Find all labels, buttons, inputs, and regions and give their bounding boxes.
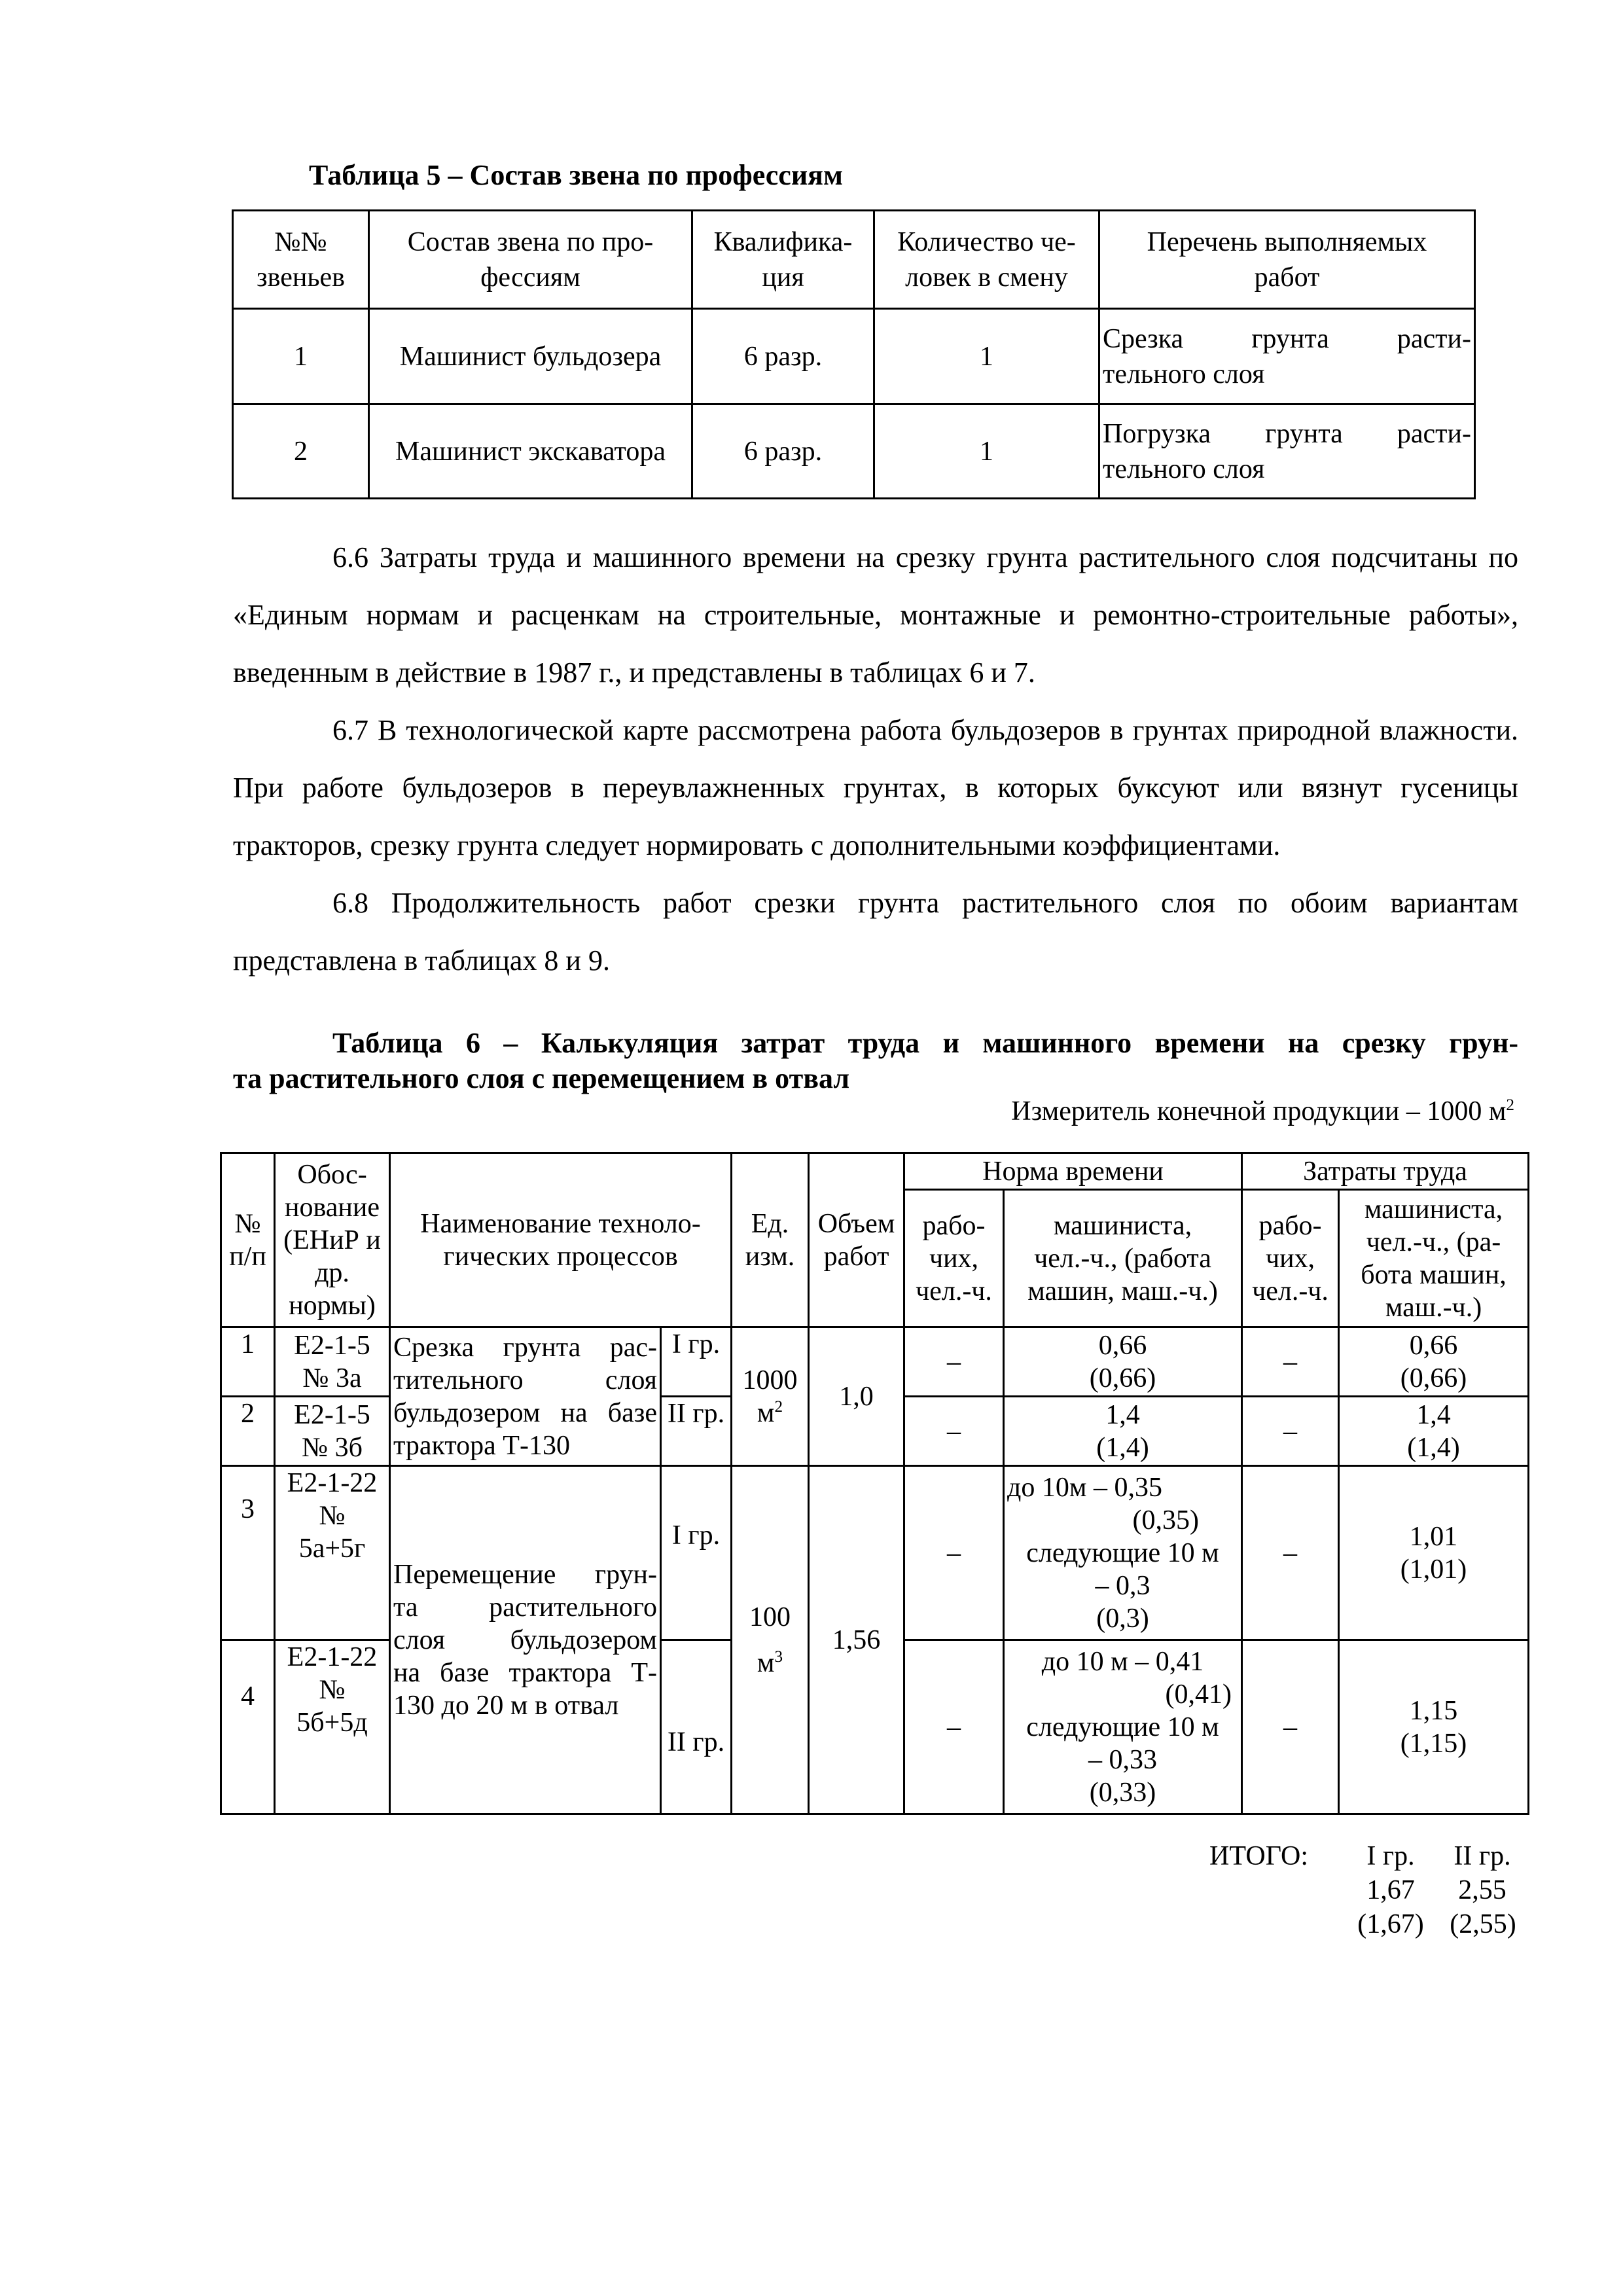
table6-header-norm-group: Норма времени (904, 1153, 1242, 1190)
table6-header-labor-workers: рабо- чих, чел.-ч. (1242, 1190, 1339, 1327)
table6-cell-num: 3 (221, 1466, 275, 1640)
table5-cell-composition: Машинист экскаватора (369, 404, 692, 499)
table-row (233, 404, 1475, 499)
table6-cell-labor-workers: – (1242, 1640, 1339, 1814)
table6-cell-labor-machinist: 1,15 (1,15) (1339, 1640, 1529, 1814)
table6-unit-note: Измеритель конечной продукции – 1000 $м^2$ (1011, 1096, 1514, 1126)
table6-cell-volume-2: 1,56 (809, 1466, 904, 1814)
table6-cell-unit-1: 1000 $м^2$ (732, 1327, 809, 1466)
paragraph-6-6: 6.6 Затраты труда и машинного времени на срезку грунта растительного слоя подсчитаны по «Единым нормам и расценкам на строительные, монтажные и ремонтно-строительные работы», введенным в действие в 1987 г., и представлены в таблицах 6 и 7. (233, 541, 1518, 689)
table5 (232, 209, 1476, 499)
table6-header-num: № п/п (221, 1153, 275, 1327)
total-value-1: 1,67 (1366, 1875, 1415, 1905)
table6 (220, 1152, 1529, 1815)
table5-header-num: №№ звеньев (233, 211, 369, 309)
table6-header-name: Наименование техноло- гических процессов (390, 1153, 732, 1327)
paragraph-6-7: 6.7 В технологической карте рассмотрена работа бульдозеров в грунтах природной влажности. При работе бульдозеров в переувлажненных грунтах, в которых буксуют или вязнут гусеницы тракторов, срезку грунта следует нормировать с дополнительными коэффициентами. (233, 714, 1518, 861)
table6-cell-num: 1 (221, 1327, 275, 1397)
table6-caption-line2: та растительного слоя с перемещением в отвал (233, 1062, 850, 1094)
table6-cell-group: II гр. (661, 1397, 732, 1466)
table6-header-basis: Обос- нование (ЕНиР и др. нормы) (275, 1153, 390, 1327)
table6-header-machinist-norm: машиниста, чел.-ч., (работа машин, маш.-ч.) (1004, 1190, 1242, 1327)
total-value-2: 2,55 (1458, 1875, 1507, 1905)
table6-cell-process-1: Срезка грунта рас- тительного слоя бульдозером на базе трактора Т-130 (390, 1327, 661, 1466)
total-group-2: II гр. (1454, 1841, 1511, 1871)
table6-cell-labor-machinist: 1,4 (1,4) (1339, 1397, 1529, 1466)
table6-header-labor-machinist: машиниста, чел.-ч., (ра- бота машин, маш.-ч.) (1339, 1190, 1529, 1327)
table5-cell-people: 1 (874, 309, 1099, 404)
table6-cell-process-2: Перемещение грун- та растительного слоя бульдозером на базе трактора Т- 130 до 20 м в отвал (390, 1466, 661, 1814)
total-value-1-machine: (1,67) (1357, 1909, 1424, 1939)
table6-cell-labor-machinist: 0,66 (0,66) (1339, 1327, 1529, 1397)
table6-cell-basis: Е2-1-22 № 5б+5д (275, 1640, 390, 1814)
table-row (221, 1327, 1529, 1397)
table5-cell-num: 2 (233, 404, 369, 499)
table6-cell-workers: – (904, 1327, 1004, 1397)
table6-cell-labor-workers: – (1242, 1466, 1339, 1640)
table5-cell-num: 1 (233, 309, 369, 404)
paragraph-6-8: 6.8 Продолжительность работ срезки грунта растительного слоя по обоим вариантам представлена в таблицах 8 и 9. (233, 887, 1518, 977)
table6-cell-workers: – (904, 1397, 1004, 1466)
table6-cell-basis: Е2-1-5 № 3а (275, 1327, 390, 1397)
table6-caption-line1: Таблица 6 – Калькуляция затрат труда и машинного времени на срезку грун- (332, 1027, 1518, 1059)
table5-cell-qualification: 6 разр. (692, 309, 874, 404)
table5-header-works: Перечень выполняемых работ (1099, 211, 1475, 309)
table-row (221, 1466, 1529, 1640)
total-value-2-machine: (2,55) (1450, 1909, 1516, 1939)
total-label: ИТОГО: (1209, 1841, 1308, 1871)
table6-cell-workers: – (904, 1640, 1004, 1814)
table5-cell-people: 1 (874, 404, 1099, 499)
table6-cell-volume-1: 1,0 (809, 1327, 904, 1466)
table6-header-unit: Ед. изм. (732, 1153, 809, 1327)
table6-header-labor-group: Затраты труда (1242, 1153, 1529, 1190)
table6-cell-group: I гр. (661, 1466, 732, 1640)
table6-cell-basis: Е2-1-5 № 3б (275, 1397, 390, 1466)
table6-header-volume: Объем работ (809, 1153, 904, 1327)
table6-cell-workers: – (904, 1466, 1004, 1640)
table-row (233, 309, 1475, 404)
table6-cell-group: I гр. (661, 1327, 732, 1397)
table6-cell-machinist: 1,4 (1,4) (1004, 1397, 1242, 1466)
table6-cell-machinist: до 10м – 0,35 (0,35) следующие 10 м – 0,3 (0,3) (1004, 1466, 1242, 1640)
table6-cell-machinist: 0,66 (0,66) (1004, 1327, 1242, 1397)
table5-header-composition: Состав звена по про- фессиям (369, 211, 692, 309)
table6-header-row-1 (221, 1153, 1529, 1190)
table5-cell-works: Срезка грунта расти- тельного слоя (1099, 309, 1475, 404)
total-group-1: I гр. (1366, 1841, 1415, 1871)
table6-cell-machinist: до 10 м – 0,41 (0,41) следующие 10 м – 0,33 (0,33) (1004, 1640, 1242, 1814)
table5-header-people: Количество че- ловек в смену (874, 211, 1099, 309)
table6-cell-num: 4 (221, 1640, 275, 1814)
table6-cell-basis: Е2-1-22 № 5а+5г (275, 1466, 390, 1640)
table6-cell-labor-machinist: 1,01 (1,01) (1339, 1466, 1529, 1640)
table5-cell-works: Погрузка грунта расти- тельного слоя (1099, 404, 1475, 499)
table6-cell-group: II гр. (661, 1640, 732, 1814)
table5-caption: Таблица 5 – Состав звена по профессиям (309, 159, 843, 191)
table6-cell-unit-2: 100 $м^3$ (732, 1466, 809, 1814)
table5-cell-qualification: 6 разр. (692, 404, 874, 499)
table5-header-row (233, 211, 1475, 309)
table5-cell-composition: Машинист бульдозера (369, 309, 692, 404)
table5-header-qualification: Квалифика- ция (692, 211, 874, 309)
table6-cell-labor-workers: – (1242, 1327, 1339, 1397)
table6-cell-num: 2 (221, 1397, 275, 1466)
table6-header-workers: рабо- чих, чел.-ч. (904, 1190, 1004, 1327)
table6-cell-labor-workers: – (1242, 1397, 1339, 1466)
